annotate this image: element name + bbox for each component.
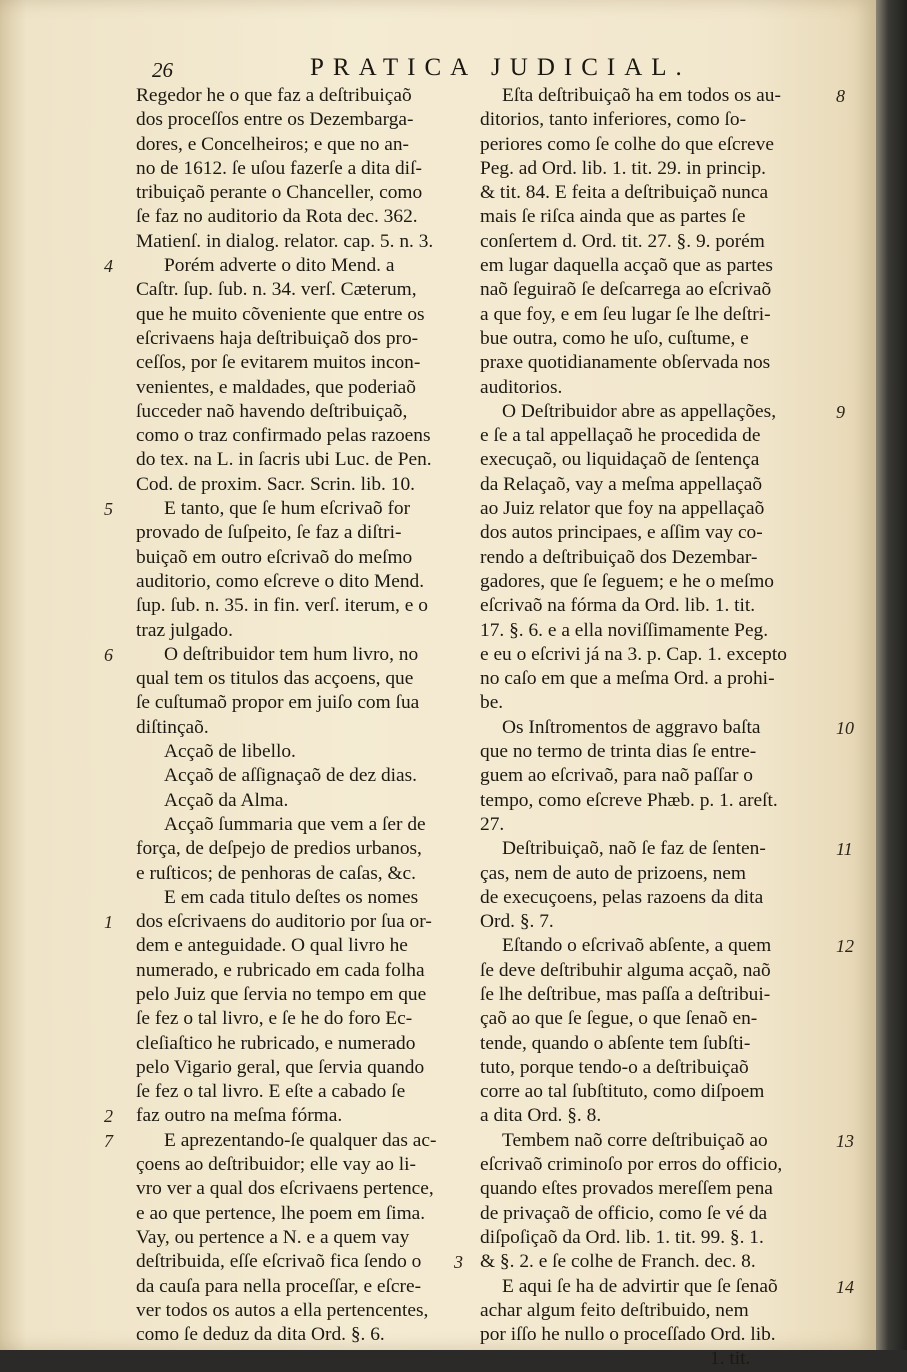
margin-number: 14: [836, 1276, 854, 1297]
line-text: ao Juiz relator que foy na appellaçaõ: [480, 498, 765, 520]
line-text: achar algum feito deſtribuido, nem: [480, 1299, 749, 1321]
line-text: e eu o eſcrivi já na 3. p. Cap. 1. excepto: [480, 643, 787, 665]
line-text: dem e anteguidade. O qual livro he: [136, 935, 408, 957]
text-line: [480, 910, 830, 934]
line-text: no caſo em que a meſma Ord. a prohi-: [480, 668, 775, 690]
text-line: [104, 1104, 476, 1128]
text-line: [136, 813, 476, 837]
line-text: ſe faz no auditorio da Rota dec. 362.: [136, 206, 418, 228]
text-line: [136, 521, 476, 545]
line-text: Caſtr. ſup. ſub. n. 34. verſ. Cæterum,: [136, 279, 417, 301]
line-text: no de 1612. ſe uſou fazerſe a dita diſ-: [136, 157, 422, 179]
text-line: [480, 570, 830, 594]
line-text: do tex. na L. in ſacris ubi Luc. de Pen.: [136, 449, 432, 471]
line-text: Vay, ou pertence a N. e a quem vay: [136, 1226, 410, 1248]
line-text: por iſſo he nullo o proceſſado Ord. lib.: [480, 1324, 776, 1346]
text-line: [136, 983, 476, 1007]
text-line: [480, 424, 830, 448]
text-line: [480, 1299, 830, 1323]
margin-number: 7: [104, 1130, 113, 1151]
line-text: E aqui ſe ha de advirtir que ſe ſenaõ: [502, 1275, 778, 1297]
line-text: eſcrivaõ na fórma da Ord. lib. 1. tit.: [480, 595, 756, 617]
text-line: [480, 303, 830, 327]
text-line: [136, 1056, 476, 1080]
text-line: [136, 886, 476, 910]
text-line: [480, 1129, 854, 1153]
text-line: [480, 351, 830, 375]
text-line: [480, 886, 830, 910]
margin-number: 13: [836, 1130, 854, 1151]
text-line: [136, 570, 476, 594]
text-line: [136, 448, 476, 472]
margin-number: 6: [104, 644, 113, 665]
line-text: traz julgado.: [136, 619, 233, 641]
text-line: [480, 740, 830, 764]
text-line: [480, 667, 830, 691]
text-line: [480, 254, 830, 278]
line-text: qual tem os titulos das acçoens, que: [136, 668, 414, 690]
text-line: [136, 716, 476, 740]
text-line: [480, 1153, 830, 1177]
margin-number: 10: [836, 717, 854, 738]
text-line: [136, 157, 476, 181]
text-line: [136, 1153, 476, 1177]
text-line: [480, 181, 830, 205]
text-line: [454, 1250, 830, 1274]
text-line: [136, 400, 476, 424]
margin-number: 4: [104, 256, 113, 277]
text-line: [480, 1347, 830, 1371]
text-line: [480, 1202, 830, 1226]
text-line: [136, 862, 476, 886]
line-text: Porém adverte o dito Mend. a: [164, 255, 395, 277]
line-text: e ao que pertence, lhe poem em ſima.: [136, 1202, 426, 1224]
text-line: [136, 764, 476, 788]
line-text: Acçaõ de libello.: [164, 741, 296, 763]
text-line: [480, 521, 830, 545]
text-line: [136, 424, 476, 448]
line-text: em lugar daquella acçaõ que as partes: [480, 255, 773, 277]
text-line: [136, 473, 476, 497]
margin-number: 1: [104, 912, 113, 933]
line-text: pelo Vigario geral, que ſervia quando: [136, 1056, 425, 1078]
text-line: [136, 278, 476, 302]
line-text: auditorio, como eſcreve o dito Mend.: [136, 570, 425, 592]
line-text: dos autos principaes, e aſſim vay co-: [480, 522, 763, 544]
line-text: Matienſ. in dialog. relator. cap. 5. n. 3.: [136, 230, 434, 252]
line-text: ças, nem de auto de prizoens, nem: [480, 862, 746, 884]
line-text: ſe fez o tal livro, e ſe he do foro Ec-: [136, 1008, 413, 1030]
margin-number: 9: [836, 401, 845, 422]
text-line: [136, 594, 476, 618]
text-line: [136, 1275, 476, 1299]
text-line: [136, 1080, 476, 1104]
line-text: a que foy, e em ſeu lugar ſe lhe deſtri-: [480, 303, 771, 325]
text-line: [136, 1032, 476, 1056]
text-line: [136, 376, 476, 400]
line-text: de privaçaõ de officio, como ſe vé da: [480, 1202, 768, 1224]
text-line: [480, 1056, 830, 1080]
text-line: [136, 934, 476, 958]
line-text: çoens ao deſtribuidor; elle vay ao li-: [136, 1154, 416, 1176]
line-text: vro ver a qual dos eſcrivaens pertence,: [136, 1178, 434, 1200]
text-line: [136, 1007, 476, 1031]
line-text: ſup. ſub. n. 35. in fin. verſ. iterum, e o: [136, 595, 428, 617]
left-column: [104, 84, 476, 1347]
text-line: [480, 108, 830, 132]
line-text: be.: [480, 692, 504, 714]
line-text: Acçaõ ſummaria que vem a ſer de: [164, 813, 426, 835]
line-text: auditorios.: [480, 376, 563, 398]
line-text: que he muito cõveniente que entre os: [136, 303, 425, 325]
text-line: [136, 691, 476, 715]
catchword: 1. tit.: [710, 1348, 751, 1370]
margin-number: 2: [104, 1106, 113, 1127]
line-text: Tembem naõ corre deſtribuiçaõ ao: [502, 1129, 768, 1151]
line-text: eſcrivaens haja deſtribuiçaõ dos pro-: [136, 327, 419, 349]
line-text: & §. 2. e ſe colhe de Franch. dec. 8.: [480, 1251, 756, 1273]
line-text: 27.: [480, 813, 505, 835]
text-line: [480, 497, 830, 521]
line-text: da cauſa para nella proceſſar, e eſcre-: [136, 1275, 422, 1297]
line-text: força, de deſpejo de predios urbanos,: [136, 838, 422, 860]
text-line: [480, 837, 853, 861]
text-line: [104, 1129, 476, 1153]
text-line: [480, 205, 830, 229]
text-line: [136, 351, 476, 375]
text-line: [136, 959, 476, 983]
line-text: Eſta deſtribuiçaõ ha em todos os au-: [502, 85, 781, 106]
text-line: [480, 934, 854, 958]
line-text: tribuiçaõ perante o Chanceller, como: [136, 182, 423, 204]
line-text: E em cada titulo deſtes os nomes: [164, 886, 419, 908]
line-text: da Relaçaõ, vay a meſma appellaçaõ: [480, 473, 763, 495]
line-text: numerado, e rubricado em cada folha: [136, 959, 425, 981]
line-text: e ſe a tal appellaçaõ he procedida de: [480, 425, 761, 447]
text-line: [136, 546, 476, 570]
text-line: [480, 327, 830, 351]
text-line: [480, 1104, 830, 1128]
text-line: [480, 1275, 854, 1299]
next-page-edge: [876, 0, 907, 1350]
line-text: execuçaõ, ou liquidaçaõ de ſentença: [480, 449, 760, 471]
running-header: [140, 52, 860, 86]
text-line: [480, 133, 830, 157]
line-text: O Deſtribuidor abre as appellações,: [502, 400, 777, 422]
text-line: [480, 157, 830, 181]
text-line: [136, 108, 476, 132]
text-line: [104, 643, 476, 667]
line-text: praxe quotidianamente obſervada nos: [480, 352, 771, 374]
line-text: venientes, e maldades, que poderiaõ: [136, 376, 416, 398]
text-line: [480, 376, 830, 400]
text-line: [136, 619, 476, 643]
text-line: [480, 400, 845, 424]
line-text: Peg. ad Ord. lib. 1. tit. 29. in princip.: [480, 157, 766, 179]
text-line: [480, 84, 845, 108]
text-line: [480, 959, 830, 983]
line-text: naõ ſeguiraõ ſe deſcarrega ao eſcrivaõ: [480, 279, 772, 301]
line-text: conſertem d. Ord. tit. 27. §. 9. porém: [480, 230, 765, 252]
line-text: provado de ſuſpeito, ſe faz a diſtri-: [136, 522, 402, 544]
text-line: [136, 1202, 476, 1226]
line-text: buiçaõ em outro eſcrivaõ do meſmo: [136, 546, 413, 568]
text-line: [136, 1226, 476, 1250]
line-text: ver todos os autos a ella pertencentes,: [136, 1299, 429, 1321]
line-text: bue outra, como he uſo, cuſtume, e: [480, 327, 749, 349]
text-line: [480, 1032, 830, 1056]
text-line: [480, 594, 830, 618]
text-line: [136, 84, 476, 108]
text-line: [480, 1080, 830, 1104]
line-text: ſe cuſtumaõ propor em juiſo com ſua: [136, 692, 420, 714]
text-line: [480, 789, 830, 813]
line-text: tempo, como eſcreve Phæb. p. 1. areſt.: [480, 789, 778, 811]
line-text: ſe deve deſtribuhir alguma acçaõ, naõ: [480, 959, 771, 981]
line-text: que no termo de trinta dias ſe entre-: [480, 741, 757, 763]
right-column: [454, 84, 854, 1372]
text-line: [136, 667, 476, 691]
margin-number: 5: [104, 499, 113, 520]
text-line: [136, 1177, 476, 1201]
text-line: [480, 1323, 830, 1347]
text-line: [480, 473, 830, 497]
text-line: [480, 813, 830, 837]
text-line: [480, 1177, 830, 1201]
text-line: [480, 716, 854, 740]
line-text: tende, quando o abſente tem ſubſti-: [480, 1032, 751, 1054]
text-line: [136, 740, 476, 764]
text-line: [480, 546, 830, 570]
text-line: [480, 983, 830, 1007]
line-text: ditorios, tanto inferiores, como ſo-: [480, 109, 747, 131]
line-text: a dita Ord. §. 8.: [480, 1105, 602, 1127]
text-line: [136, 327, 476, 351]
line-text: ſe fez o tal livro. E eſte a cabado ſe: [136, 1081, 406, 1103]
line-text: Cod. de proxim. Sacr. Scrin. lib. 10.: [136, 473, 415, 495]
line-text: çaõ ao que ſe ſegue, o que ſenaõ en-: [480, 1008, 758, 1030]
text-line: [480, 1226, 830, 1250]
line-text: Eſtando o eſcrivaõ abſente, a quem: [502, 935, 772, 957]
line-text: ſe lhe deſtribue, mas paſſa a deſtribui-: [480, 983, 771, 1005]
running-title: PRATICA JUDICIAL.: [310, 54, 691, 81]
line-text: guem ao eſcrivaõ, para naõ paſſar o: [480, 765, 753, 787]
line-text: dos eſcrivaens do auditorio por ſua or-: [136, 911, 432, 933]
line-text: eſcrivaõ criminoſo por erros do officio,: [480, 1154, 783, 1176]
line-text: ceſſos, por ſe evitarem muitos incon-: [136, 352, 421, 374]
line-text: diſtinçaõ.: [136, 716, 209, 738]
line-text: como o traz confirmado pelas razoens: [136, 425, 431, 447]
line-text: faz outro na meſma fórma.: [136, 1105, 343, 1127]
line-text: e ruſticos; de penhoras de caſas, &c.: [136, 862, 416, 884]
margin-number: 3: [454, 1252, 463, 1273]
line-text: 17. §. 6. e a ella noviſſimamente Peg.: [480, 619, 769, 641]
text-line: [136, 1299, 476, 1323]
margin-number: 12: [836, 936, 854, 957]
line-text: dos proceſſos entre os Dezembarga-: [136, 109, 414, 131]
text-line: [480, 448, 830, 472]
line-text: periores como ſe colhe do que eſcreve: [480, 133, 774, 155]
line-text: & tit. 84. E feita a deſtribuiçaõ nunca: [480, 182, 769, 204]
line-text: rendo a deſtribuiçaõ dos Dezembar-: [480, 546, 758, 568]
text-line: [480, 230, 830, 254]
line-text: E aprezentando-ſe qualquer das ac-: [164, 1129, 437, 1151]
line-text: quando eſtes provados mereſſem pena: [480, 1178, 773, 1200]
text-line: [136, 1323, 476, 1347]
page-number: 26: [152, 58, 173, 82]
text-line: [104, 254, 476, 278]
text-line: [136, 133, 476, 157]
text-line: [480, 278, 830, 302]
text-line: [136, 230, 476, 254]
text-line: [480, 862, 830, 886]
line-text: como ſe deduz da dita Ord. §. 6.: [136, 1324, 385, 1346]
line-text: deſtribuida, eſſe eſcrivaõ fica ſendo o: [136, 1251, 422, 1273]
line-text: Regedor he o que faz a deſtribuiçaõ: [136, 85, 412, 106]
text-line: [136, 789, 476, 813]
text-line: [480, 619, 830, 643]
line-text: tuto, porque tendo-o a deſtribuiçaõ: [480, 1056, 749, 1078]
text-line: [136, 181, 476, 205]
margin-number: 11: [836, 839, 853, 860]
line-text: dores, e Concelheiros; e que no an-: [136, 133, 409, 155]
line-text: Ord. §. 7.: [480, 911, 554, 933]
text-line: [480, 1007, 830, 1031]
line-text: de execuçoens, pelas razoens da dita: [480, 886, 764, 908]
line-text: mais ſe riſca ainda que as partes ſe: [480, 206, 746, 228]
text-line: [104, 910, 476, 934]
text-line: [480, 764, 830, 788]
line-text: pelo Juiz que ſervia no tempo em que: [136, 983, 427, 1005]
line-text: gadores, que ſe ſeguem; e he o meſmo: [480, 570, 774, 592]
line-text: Deſtribuiçaõ, naõ ſe faz de ſenten-: [502, 838, 766, 860]
margin-number: 8: [836, 86, 845, 106]
text-line: [104, 497, 476, 521]
line-text: O deſtribuidor tem hum livro, no: [164, 643, 419, 665]
text-line: [136, 1250, 476, 1274]
line-text: cleſiaſtico he rubricado, e numerado: [136, 1032, 416, 1054]
line-text: ſucceder naõ havendo deſtribuiçaõ,: [136, 400, 408, 422]
text-line: [136, 837, 476, 861]
text-line: [136, 303, 476, 327]
line-text: corre ao tal ſubſtituto, como diſpoem: [480, 1081, 765, 1103]
text-line: [480, 643, 830, 667]
line-text: Os Inſtromentos de aggravo baſta: [502, 716, 761, 738]
line-text: diſpoſiçaõ da Ord. lib. 1. tit. 99. §. 1.: [480, 1226, 764, 1248]
line-text: Acçaõ da Alma.: [164, 789, 289, 811]
line-text: Acçaõ de aſſignaçaõ de dez dias.: [164, 765, 418, 787]
text-line: [136, 205, 476, 229]
line-text: E tanto, que ſe hum eſcrivaõ for: [164, 498, 411, 520]
text-line: [480, 691, 830, 715]
